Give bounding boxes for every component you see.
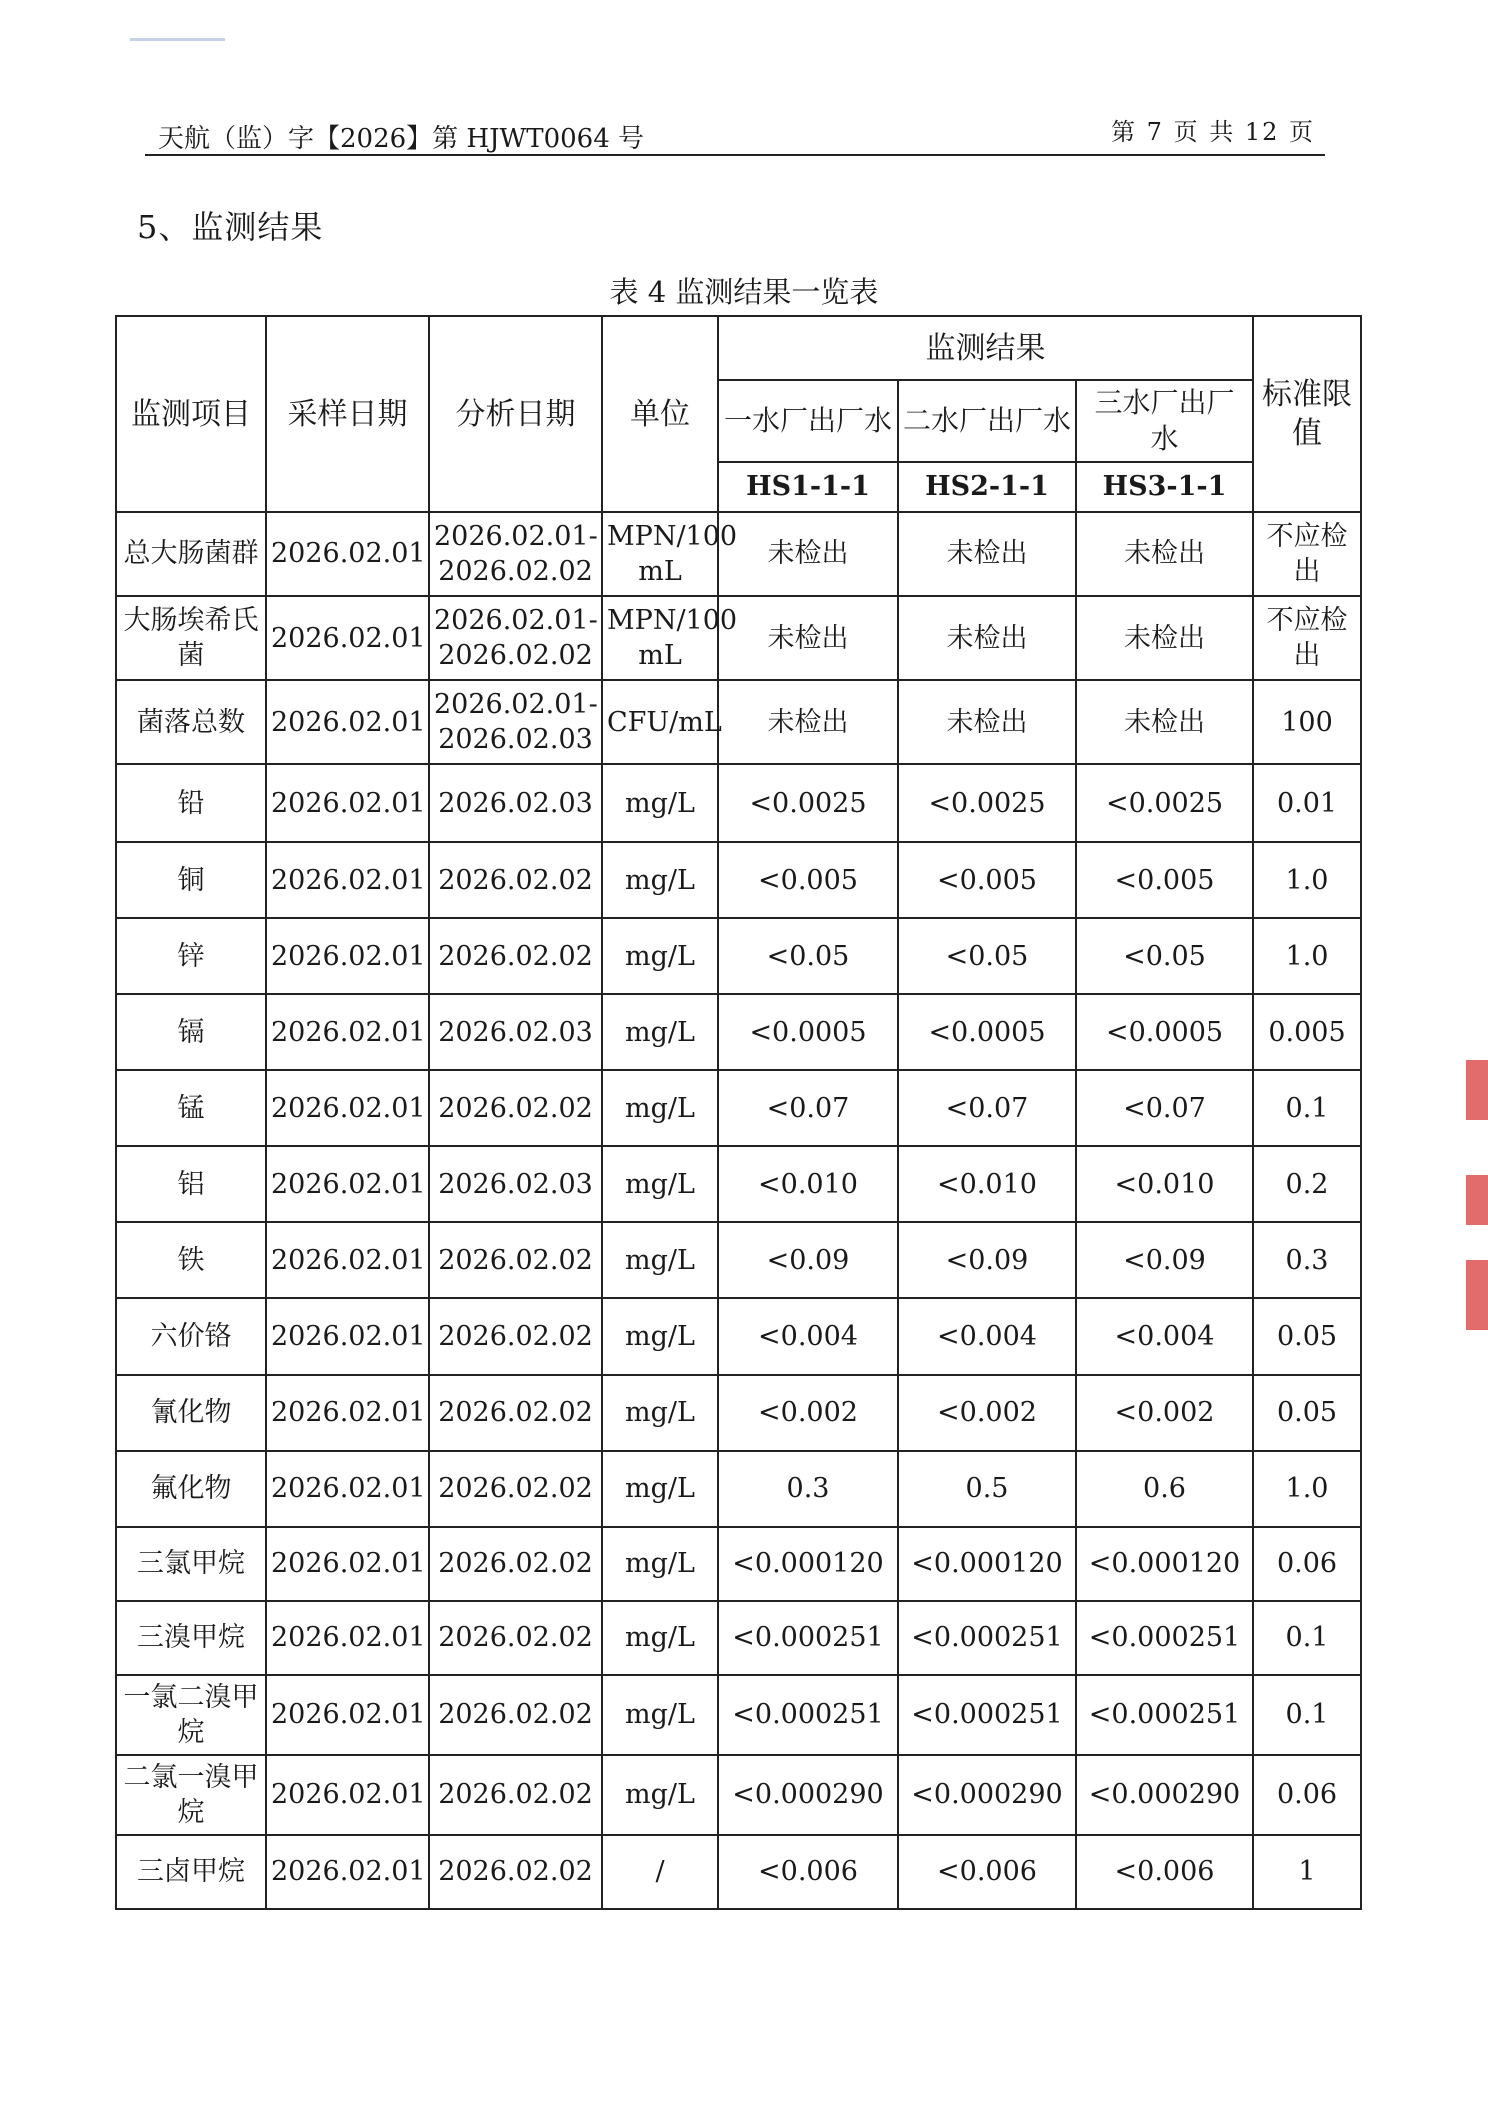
header-results: 监测结果: [718, 316, 1253, 380]
cell-sampling-date: 2026.02.01: [266, 1146, 429, 1222]
cell-result-site-3: <0.09: [1076, 1222, 1253, 1298]
cell-unit: mg/L: [602, 1755, 718, 1835]
cell-limit: 0.005: [1253, 994, 1361, 1070]
cell-item: 镉: [116, 994, 266, 1070]
cell-unit: MPN/100 mL: [602, 596, 718, 680]
cell-result-site-3: 0.6: [1076, 1451, 1253, 1527]
table-row: [116, 918, 1361, 994]
cell-result-site-2: <0.0005: [898, 994, 1076, 1070]
cell-unit: mg/L: [602, 764, 718, 842]
cell-result-site-1: <0.005: [718, 842, 898, 918]
cell-sampling-date: 2026.02.01: [266, 1675, 429, 1755]
cell-sampling-date: 2026.02.01: [266, 1070, 429, 1146]
cell-unit: mg/L: [602, 1070, 718, 1146]
cell-sampling-date: 2026.02.01: [266, 842, 429, 918]
cell-sampling-date: 2026.02.01: [266, 1835, 429, 1909]
cell-item: 铅: [116, 764, 266, 842]
cell-result-site-1: <0.0025: [718, 764, 898, 842]
scan-artifact: [130, 38, 225, 41]
cell-unit: mg/L: [602, 842, 718, 918]
cell-result-site-3: <0.0005: [1076, 994, 1253, 1070]
cell-limit: 0.3: [1253, 1222, 1361, 1298]
cell-result-site-1: 未检出: [718, 596, 898, 680]
cell-item: 总大肠菌群: [116, 512, 266, 596]
cell-result-site-1: <0.05: [718, 918, 898, 994]
cell-item: 氰化物: [116, 1375, 266, 1451]
cell-analysis-date: 2026.02.01-2026.02.02: [429, 512, 602, 596]
cell-analysis-date: 2026.02.02: [429, 1601, 602, 1675]
cell-limit: 1.0: [1253, 918, 1361, 994]
cell-item: 铝: [116, 1146, 266, 1222]
cell-result-site-1: <0.0005: [718, 994, 898, 1070]
cell-result-site-2: <0.09: [898, 1222, 1076, 1298]
header-unit: 单位: [602, 316, 718, 512]
table-row: [116, 994, 1361, 1070]
cell-limit: 0.1: [1253, 1070, 1361, 1146]
table-row: [116, 1375, 1361, 1451]
cell-limit: 1.0: [1253, 842, 1361, 918]
cell-unit: mg/L: [602, 1146, 718, 1222]
cell-limit: 0.1: [1253, 1601, 1361, 1675]
cell-unit: CFU/mL: [602, 680, 718, 764]
cell-sampling-date: 2026.02.01: [266, 918, 429, 994]
header-code-2: HS2-1-1: [898, 462, 1076, 512]
table-row: [116, 680, 1361, 764]
cell-limit: 100: [1253, 680, 1361, 764]
cell-result-site-2: 未检出: [898, 680, 1076, 764]
cell-item: 三卤甲烷: [116, 1835, 266, 1909]
cell-sampling-date: 2026.02.01: [266, 1755, 429, 1835]
header-limit: 标准限值: [1253, 316, 1361, 512]
cell-result-site-2: <0.000290: [898, 1755, 1076, 1835]
results-table: [115, 315, 1362, 1910]
cell-item: 一氯二溴甲烷: [116, 1675, 266, 1755]
cell-unit: mg/L: [602, 1451, 718, 1527]
cell-sampling-date: 2026.02.01: [266, 994, 429, 1070]
cell-sampling-date: 2026.02.01: [266, 1601, 429, 1675]
cell-analysis-date: 2026.02.02: [429, 1755, 602, 1835]
cell-sampling-date: 2026.02.01: [266, 1451, 429, 1527]
cell-unit: mg/L: [602, 1222, 718, 1298]
header-item: 监测项目: [116, 316, 266, 512]
table-row: [116, 596, 1361, 680]
cell-result-site-2: <0.004: [898, 1298, 1076, 1374]
red-stamp-fragment: [1466, 1260, 1488, 1330]
table-row: [116, 1146, 1361, 1222]
cell-limit: 0.05: [1253, 1298, 1361, 1374]
cell-analysis-date: 2026.02.02: [429, 1675, 602, 1755]
cell-result-site-2: <0.0025: [898, 764, 1076, 842]
cell-sampling-date: 2026.02.01: [266, 1527, 429, 1601]
cell-result-site-3: 未检出: [1076, 512, 1253, 596]
header-site-1: 一水厂出厂水: [718, 380, 898, 462]
cell-limit: 0.06: [1253, 1755, 1361, 1835]
cell-limit: 0.05: [1253, 1375, 1361, 1451]
cell-result-site-1: <0.000290: [718, 1755, 898, 1835]
cell-unit: mg/L: [602, 1298, 718, 1374]
table-row: [116, 1755, 1361, 1835]
table-row: [116, 842, 1361, 918]
cell-analysis-date: 2026.02.03: [429, 994, 602, 1070]
cell-analysis-date: 2026.02.02: [429, 1451, 602, 1527]
cell-result-site-3: <0.006: [1076, 1835, 1253, 1909]
cell-result-site-1: <0.09: [718, 1222, 898, 1298]
cell-item: 大肠埃希氏菌: [116, 596, 266, 680]
cell-unit: mg/L: [602, 1601, 718, 1675]
cell-sampling-date: 2026.02.01: [266, 1298, 429, 1374]
cell-limit: 0.01: [1253, 764, 1361, 842]
cell-result-site-2: <0.000120: [898, 1527, 1076, 1601]
cell-result-site-2: 未检出: [898, 512, 1076, 596]
cell-analysis-date: 2026.02.02: [429, 1070, 602, 1146]
cell-item: 锰: [116, 1070, 266, 1146]
cell-item: 铜: [116, 842, 266, 918]
cell-analysis-date: 2026.02.02: [429, 1298, 602, 1374]
cell-result-site-1: <0.002: [718, 1375, 898, 1451]
cell-result-site-3: 未检出: [1076, 596, 1253, 680]
cell-result-site-1: <0.010: [718, 1146, 898, 1222]
cell-result-site-2: <0.05: [898, 918, 1076, 994]
section-title: 5、监测结果: [137, 208, 324, 246]
cell-result-site-2: 未检出: [898, 596, 1076, 680]
cell-result-site-3: <0.05: [1076, 918, 1253, 994]
cell-item: 菌落总数: [116, 680, 266, 764]
cell-item: 氟化物: [116, 1451, 266, 1527]
cell-result-site-3: <0.005: [1076, 842, 1253, 918]
cell-analysis-date: 2026.02.01-2026.02.03: [429, 680, 602, 764]
cell-result-site-1: <0.07: [718, 1070, 898, 1146]
table-row: [116, 512, 1361, 596]
cell-result-site-2: <0.005: [898, 842, 1076, 918]
cell-item: 六价铬: [116, 1298, 266, 1374]
table-row: [116, 1298, 1361, 1374]
cell-result-site-2: <0.000251: [898, 1601, 1076, 1675]
header-site-2: 二水厂出厂水: [898, 380, 1076, 462]
cell-sampling-date: 2026.02.01: [266, 764, 429, 842]
cell-item: 三氯甲烷: [116, 1527, 266, 1601]
header-analysis-date: 分析日期: [429, 316, 602, 512]
cell-unit: mg/L: [602, 994, 718, 1070]
cell-sampling-date: 2026.02.01: [266, 1222, 429, 1298]
cell-result-site-3: <0.000290: [1076, 1755, 1253, 1835]
cell-result-site-1: 未检出: [718, 512, 898, 596]
cell-analysis-date: 2026.02.03: [429, 764, 602, 842]
cell-unit: mg/L: [602, 1527, 718, 1601]
header-code-3: HS3-1-1: [1076, 462, 1253, 512]
table-row: [116, 1601, 1361, 1675]
table-row: [116, 1675, 1361, 1755]
cell-unit: mg/L: [602, 1375, 718, 1451]
page-number: 第 7 页 共 12 页: [1111, 118, 1315, 146]
cell-unit: mg/L: [602, 918, 718, 994]
cell-result-site-1: <0.000251: [718, 1675, 898, 1755]
header-site-3: 三水厂出厂水: [1076, 380, 1253, 462]
page-header: [145, 110, 1325, 156]
cell-sampling-date: 2026.02.01: [266, 680, 429, 764]
cell-result-site-2: <0.006: [898, 1835, 1076, 1909]
cell-limit: 不应检出: [1253, 512, 1361, 596]
cell-item: 二氯一溴甲烷: [116, 1755, 266, 1835]
cell-result-site-2: <0.002: [898, 1375, 1076, 1451]
cell-sampling-date: 2026.02.01: [266, 1375, 429, 1451]
cell-unit: MPN/100 mL: [602, 512, 718, 596]
cell-analysis-date: 2026.02.02: [429, 1222, 602, 1298]
cell-limit: 0.2: [1253, 1146, 1361, 1222]
cell-limit: 0.06: [1253, 1527, 1361, 1601]
cell-result-site-1: <0.004: [718, 1298, 898, 1374]
cell-result-site-3: <0.0025: [1076, 764, 1253, 842]
table-row: [116, 764, 1361, 842]
cell-result-site-3: <0.000120: [1076, 1527, 1253, 1601]
cell-result-site-3: <0.07: [1076, 1070, 1253, 1146]
cell-result-site-3: <0.004: [1076, 1298, 1253, 1374]
cell-analysis-date: 2026.02.02: [429, 918, 602, 994]
cell-analysis-date: 2026.02.01-2026.02.02: [429, 596, 602, 680]
cell-unit: /: [602, 1835, 718, 1909]
cell-limit: 不应检出: [1253, 596, 1361, 680]
cell-result-site-1: 0.3: [718, 1451, 898, 1527]
cell-limit: 0.1: [1253, 1675, 1361, 1755]
table-row: [116, 1451, 1361, 1527]
table-row: [116, 1527, 1361, 1601]
cell-result-site-3: 未检出: [1076, 680, 1253, 764]
cell-limit: 1: [1253, 1835, 1361, 1909]
cell-result-site-2: <0.07: [898, 1070, 1076, 1146]
cell-result-site-3: <0.000251: [1076, 1601, 1253, 1675]
cell-unit: mg/L: [602, 1675, 718, 1755]
cell-result-site-2: 0.5: [898, 1451, 1076, 1527]
cell-analysis-date: 2026.02.03: [429, 1146, 602, 1222]
cell-analysis-date: 2026.02.02: [429, 1375, 602, 1451]
table-caption: 表 4 监测结果一览表: [609, 275, 879, 309]
cell-item: 三溴甲烷: [116, 1601, 266, 1675]
cell-analysis-date: 2026.02.02: [429, 1835, 602, 1909]
cell-result-site-2: <0.000251: [898, 1675, 1076, 1755]
cell-analysis-date: 2026.02.02: [429, 1527, 602, 1601]
cell-analysis-date: 2026.02.02: [429, 842, 602, 918]
cell-result-site-2: <0.010: [898, 1146, 1076, 1222]
cell-result-site-3: <0.002: [1076, 1375, 1253, 1451]
table-row: [116, 1222, 1361, 1298]
red-stamp-fragment: [1466, 1175, 1488, 1225]
cell-result-site-1: 未检出: [718, 680, 898, 764]
cell-sampling-date: 2026.02.01: [266, 512, 429, 596]
header-sampling-date: 采样日期: [266, 316, 429, 512]
cell-sampling-date: 2026.02.01: [266, 596, 429, 680]
cell-result-site-1: <0.006: [718, 1835, 898, 1909]
table-row: [116, 1835, 1361, 1909]
cell-result-site-3: <0.000251: [1076, 1675, 1253, 1755]
cell-result-site-1: <0.000251: [718, 1601, 898, 1675]
cell-result-site-1: <0.000120: [718, 1527, 898, 1601]
header-code-1: HS1-1-1: [718, 462, 898, 512]
document-number: 天航（监）字【2026】第 HJWT0064 号: [158, 124, 645, 154]
table-row: [116, 1070, 1361, 1146]
cell-item: 锌: [116, 918, 266, 994]
cell-item: 铁: [116, 1222, 266, 1298]
red-stamp-fragment: [1466, 1060, 1488, 1120]
cell-result-site-3: <0.010: [1076, 1146, 1253, 1222]
cell-limit: 1.0: [1253, 1451, 1361, 1527]
